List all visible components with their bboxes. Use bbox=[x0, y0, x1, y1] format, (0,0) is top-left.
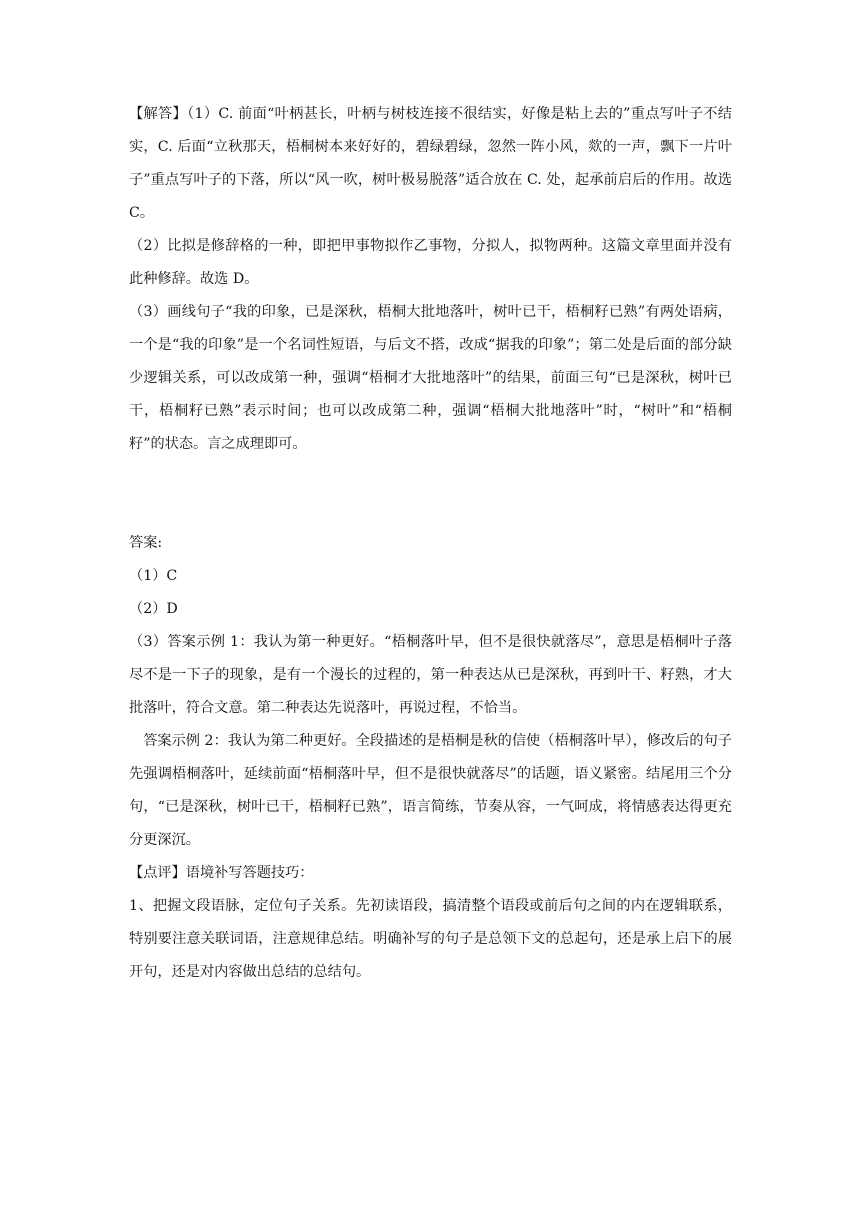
analysis-paragraph-3: （3）画线句子“我的印象，已是深秋，梧桐大批地落叶，树叶已干，梧桐籽已熟”有两处语病，一个是“我的印象”是一个名词性短语，与后文不搭，改成“据我的印象”；第二处是后面的部分缺少逻辑关系，可以改成第一种，强调“梧桐才大批地落叶”的结果，前面三句“已是深秋，树叶已干，梧桐籽已熟”表示时间；也可以改成第二种，强调“梧桐大批地落叶”时，“树叶”和“梧桐籽”的状态。言之成理即可。 bbox=[129, 304, 732, 452]
answer-3: （3）答案示例 1：我认为第一种更好。“梧桐落叶早，但不是很快就落尽”，意思是梧桐叶子落尽不是一下子的现象，是有一个漫长的过程的，第一种表达从已是深秋，再到叶干、籽熟，才大批落叶，符合文意。第二种表达先说落叶，再说过程，不恰当。 bbox=[129, 634, 732, 716]
comment-tip-1: 1、把握文段语脉，定位句子关系。先初读语段，搞清整个语段或前后句之间的内在逻辑联系，特别要注意关联词语，注意规律总结。明确补写的句子是总领下文的总起句，还是承上启下的展开句，还是对内容做出总结的总结句。 bbox=[129, 898, 732, 980]
answer-3-example-2: 答案示例 2：我认为第二种更好。全段描述的是梧桐是秋的信使（梧桐落叶早），修改后的句子先强调梧桐落叶，延续前面“梧桐落叶早，但不是很快就落尽”的话题，语义紧密。结尾用三个分句，“已是深秋，树叶已干，梧桐籽已熟”，语言简练，节奏从容，一气呵成，将情感表达得更充分更深沉。 bbox=[129, 733, 732, 848]
answer-1: （1）C bbox=[129, 568, 178, 584]
blank-line bbox=[129, 494, 732, 527]
blank-line bbox=[129, 461, 732, 494]
analysis-paragraph-1: 【解答】（1）C. 前面“叶柄甚长，叶柄与树枝连接不很结实，好像是粘上去的”重点写叶子不结实，C. 后面“立秋那天，梧桐树本来好好的，碧绿碧绿，忽然一阵小风，欻的一声，飘下一片叶子”重点写叶子的下落，所以“风一吹，树叶极易脱落”适合放在 C. 处，起承前启后的作用。故选 C。 bbox=[129, 106, 732, 221]
comment-heading: 【点评】语境补写答题技巧： bbox=[129, 865, 314, 881]
analysis-paragraph-2: （2）比拟是修辞格的一种，即把甲事物拟作乙事物，分拟人，拟物两种。这篇文章里面并没有此种修辞。故选 D。 bbox=[129, 238, 732, 287]
answer-2: （2）D bbox=[129, 601, 178, 617]
document-body bbox=[129, 98, 732, 989]
answers-heading: 答案: bbox=[129, 535, 163, 551]
